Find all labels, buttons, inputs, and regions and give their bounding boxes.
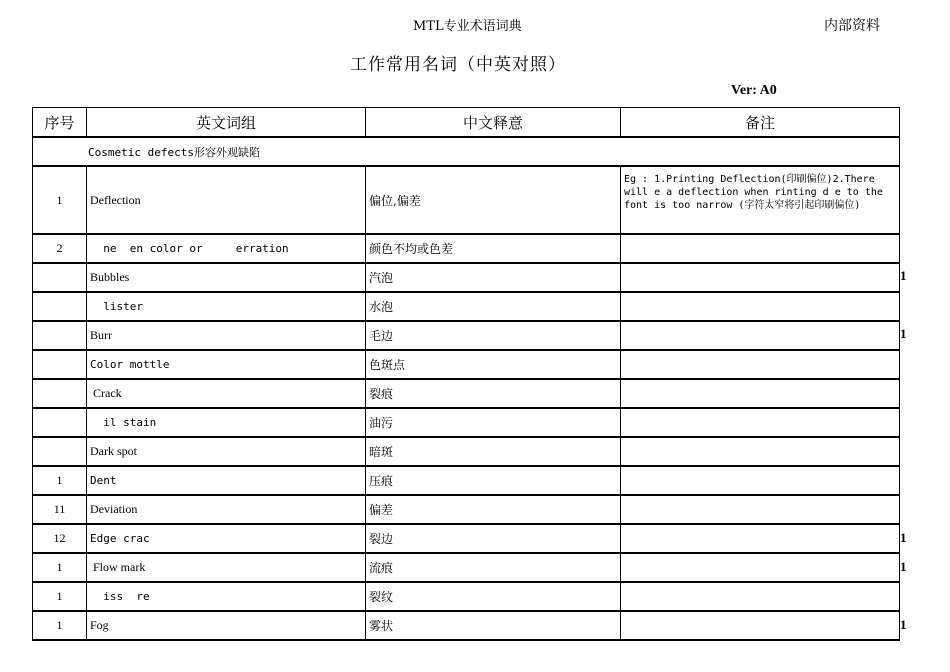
row-number: [33, 379, 87, 408]
chinese-meaning: 偏位,偏差: [366, 166, 621, 234]
remark: [621, 379, 900, 408]
remark: Eg : 1.Printing Deflection(印刷偏位)2.There will e a deflection when rinting d e to the font is too narrow (字符太窄将引起印刷偏位): [621, 166, 900, 234]
table-row: [33, 466, 900, 495]
table-row: [33, 437, 900, 466]
chinese-meaning: 暗斑: [366, 437, 621, 466]
chinese-meaning: 油污: [366, 408, 621, 437]
table-row: [33, 524, 900, 553]
row-number: 11: [33, 495, 87, 524]
table-row: [33, 234, 900, 263]
col-header-english: 英文词组: [87, 108, 366, 138]
col-header-remarks: 备注: [621, 108, 900, 138]
remark: [621, 408, 900, 437]
table-row: [33, 292, 900, 321]
internal-document-label: 内部资料: [824, 18, 880, 34]
col-header-chinese: 中文释意: [366, 108, 621, 138]
english-term: iss re: [87, 582, 366, 611]
side-marker: 1: [900, 530, 907, 545]
english-term: Dark spot: [87, 437, 366, 466]
remark: [621, 437, 900, 466]
english-term: Crack: [87, 379, 366, 408]
remark: [621, 495, 900, 524]
chinese-meaning: 颜色不均或色差: [366, 234, 621, 263]
table-row: [33, 408, 900, 437]
side-marker: 1: [900, 559, 907, 574]
remark: [621, 234, 900, 263]
row-number: [33, 263, 87, 292]
chinese-meaning: 裂痕: [366, 379, 621, 408]
table-row: [33, 611, 900, 640]
table-row: [33, 582, 900, 611]
chinese-meaning: 雾状: [366, 611, 621, 640]
dictionary-header: MTL专业术语词典: [413, 19, 522, 34]
english-term: Burr: [87, 321, 366, 350]
remark: [621, 263, 900, 292]
row-number: [33, 350, 87, 379]
section-row: [33, 137, 900, 166]
col-header-no: 序号: [33, 108, 87, 138]
row-number: 1: [33, 466, 87, 495]
chinese-meaning: 色斑点: [366, 350, 621, 379]
english-term: lister: [87, 292, 366, 321]
english-term: Deviation: [87, 495, 366, 524]
chinese-meaning: 流痕: [366, 553, 621, 582]
table-row: [33, 321, 900, 350]
row-number: [33, 321, 87, 350]
row-number: 1: [33, 611, 87, 640]
english-term: Flow mark: [87, 553, 366, 582]
row-number: [33, 408, 87, 437]
english-term: Deflection: [87, 166, 366, 234]
table-row: [33, 553, 900, 582]
english-term: Dent: [87, 466, 366, 495]
row-number: 12: [33, 524, 87, 553]
terms-table: [32, 107, 900, 641]
section-title: Cosmetic defects形容外观缺陷: [33, 137, 900, 166]
remark: [621, 292, 900, 321]
side-marker: 1: [900, 326, 907, 341]
side-marker: 1: [900, 617, 907, 632]
table-row: [33, 166, 900, 234]
row-number: 1: [33, 582, 87, 611]
page-title: 工作常用名词（中英对照）: [350, 55, 566, 75]
english-term: Edge crac: [87, 524, 366, 553]
version-label: Ver: A0: [731, 83, 777, 98]
remark: [621, 524, 900, 553]
remark: [621, 350, 900, 379]
chinese-meaning: 裂边: [366, 524, 621, 553]
row-number: 1: [33, 553, 87, 582]
chinese-meaning: 偏差: [366, 495, 621, 524]
row-number: [33, 437, 87, 466]
remark: [621, 582, 900, 611]
chinese-meaning: 裂纹: [366, 582, 621, 611]
remark: [621, 611, 900, 640]
row-number: 1: [33, 166, 87, 234]
table-row: [33, 350, 900, 379]
english-term: Fog: [87, 611, 366, 640]
side-marker: 1: [900, 268, 907, 283]
table-header-row: [33, 108, 900, 138]
table-row: [33, 495, 900, 524]
chinese-meaning: 水泡: [366, 292, 621, 321]
row-number: [33, 292, 87, 321]
remark: [621, 321, 900, 350]
table-row: [33, 263, 900, 292]
table-row: [33, 379, 900, 408]
row-number: 2: [33, 234, 87, 263]
english-term: Color mottle: [87, 350, 366, 379]
chinese-meaning: 压痕: [366, 466, 621, 495]
chinese-meaning: 汽泡: [366, 263, 621, 292]
english-term: Bubbles: [87, 263, 366, 292]
remark: [621, 466, 900, 495]
chinese-meaning: 毛边: [366, 321, 621, 350]
english-term: ne en color or erration: [87, 234, 366, 263]
english-term: il stain: [87, 408, 366, 437]
remark: [621, 553, 900, 582]
